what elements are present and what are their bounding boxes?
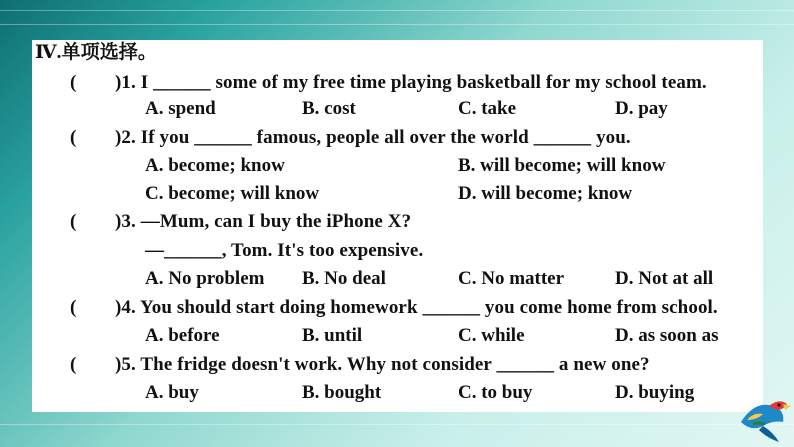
answer-paren: ( [70,211,77,232]
answer-paren: ( [70,354,77,375]
decorative-stripe [0,424,794,425]
option-a-2: A. become; know [145,155,285,176]
option-a-1: A. spend [145,98,216,119]
question-stem-3-reply: —______, Tom. It's too expensive. [145,240,424,261]
answer-paren: ( [70,72,77,93]
option-c-2: C. become; will know [145,183,320,204]
question-stem-5: )5. The fridge doesn't work. Why not consider ______ a new one? [115,354,650,375]
parrot-icon [733,392,793,444]
option-d-2: D. will become; know [458,183,633,204]
question-stem-4: )4. You should start doing homework ______ you come home from school. [115,297,718,318]
option-b-3: B. No deal [302,268,386,289]
option-d-5: D. buying [615,382,695,403]
option-c-3: C. No matter [458,268,565,289]
option-b-1: B. cost [302,98,356,119]
option-c-1: C. take [458,98,517,119]
answer-paren: ( [70,127,77,148]
section-title: Ⅳ.单项选择。 [35,42,158,63]
option-a-3: A. No problem [145,268,265,289]
option-c-4: C. while [458,325,525,346]
question-stem-1: )1. I ______ some of my free time playing basketball for my school team. [115,72,707,93]
option-a-4: A. before [145,325,220,346]
answer-paren: ( [70,297,77,318]
option-a-5: A. buy [145,382,199,403]
option-b-4: B. until [302,325,363,346]
decorative-stripe [0,24,794,25]
question-card [32,40,763,412]
option-d-3: D. Not at all [615,268,714,289]
option-d-1: D. pay [615,98,668,119]
option-b-5: B. bought [302,382,382,403]
question-stem-2: )2. If you ______ famous, people all over the world ______ you. [115,127,631,148]
option-d-4: D. as soon as [615,325,719,346]
decorative-stripe [0,10,794,11]
question-stem-3: )3. —Mum, can I buy the iPhone X? [115,211,412,232]
option-c-5: C. to buy [458,382,533,403]
option-b-2: B. will become; will know [458,155,666,176]
